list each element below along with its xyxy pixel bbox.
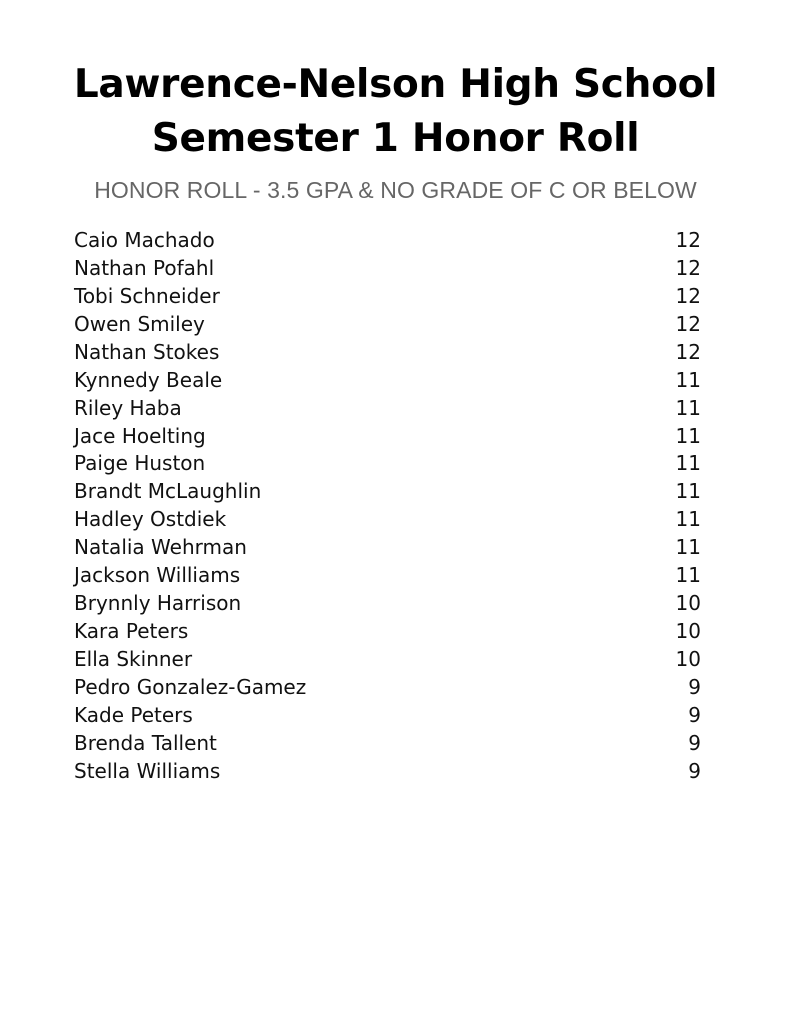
student-row [74,589,704,617]
student-row [74,254,704,282]
student-grade: 9 [688,674,701,699]
student-name: Jackson Williams [74,563,241,588]
honor-roll-title: Semester 1 Honor Roll [151,116,640,161]
student-name: Brandt McLaughlin [74,479,262,504]
student-grade: 12 [675,311,701,336]
student-grade: 11 [675,479,701,504]
student-grade: 11 [675,423,701,448]
student-grade: 11 [675,367,701,392]
student-name: Jace Hoelting [74,423,206,448]
student-name: Natalia Wehrman [74,535,247,560]
student-grade: 9 [688,702,701,727]
student-name: Brynnly Harrison [74,591,242,616]
student-list [74,226,704,785]
student-grade: 11 [675,507,701,532]
student-grade: 10 [675,647,701,672]
student-row [74,757,704,785]
student-grade: 9 [688,758,701,783]
student-row [74,645,704,673]
student-row [74,310,704,338]
student-grade: 10 [675,591,701,616]
student-name: Hadley Ostdiek [74,507,227,532]
honor-roll-criteria: HONOR ROLL - 3.5 GPA & NO GRADE OF C OR BELOW [94,177,697,203]
student-name: Pedro Gonzalez-Gamez [74,674,307,699]
student-grade: 12 [675,227,701,252]
student-grade: 11 [675,535,701,560]
student-row [74,673,704,701]
student-name: Riley Haba [74,395,182,420]
student-row [74,533,704,561]
student-name: Paige Huston [74,451,206,476]
student-grade: 10 [675,619,701,644]
student-row [74,505,704,533]
student-grade: 11 [675,563,701,588]
student-name: Stella Williams [74,758,221,783]
student-name: Nathan Stokes [74,339,220,364]
student-name: Ella Skinner [74,647,193,672]
student-grade: 12 [675,283,701,308]
student-name: Tobi Schneider [74,283,220,308]
student-name: Owen Smiley [74,311,205,336]
student-name: Kynnedy Beale [74,367,223,392]
student-row [74,338,704,366]
student-row [74,450,704,478]
student-name: Kade Peters [74,702,193,727]
student-row [74,729,704,757]
student-grade: 12 [675,255,701,280]
student-grade: 11 [675,395,701,420]
student-name: Brenda Tallent [74,730,217,755]
student-name: Caio Machado [74,227,215,252]
student-row [74,617,704,645]
student-grade: 9 [688,730,701,755]
student-row [74,394,704,422]
student-row [74,477,704,505]
student-grade: 11 [675,451,701,476]
student-row [74,422,704,450]
student-row [74,701,704,729]
student-name: Nathan Pofahl [74,255,215,280]
student-row [74,366,704,394]
student-row [74,226,704,254]
school-name-title: Lawrence-Nelson High School [73,62,718,107]
student-grade: 12 [675,339,701,364]
student-row [74,561,704,589]
student-name: Kara Peters [74,619,189,644]
student-row [74,282,704,310]
